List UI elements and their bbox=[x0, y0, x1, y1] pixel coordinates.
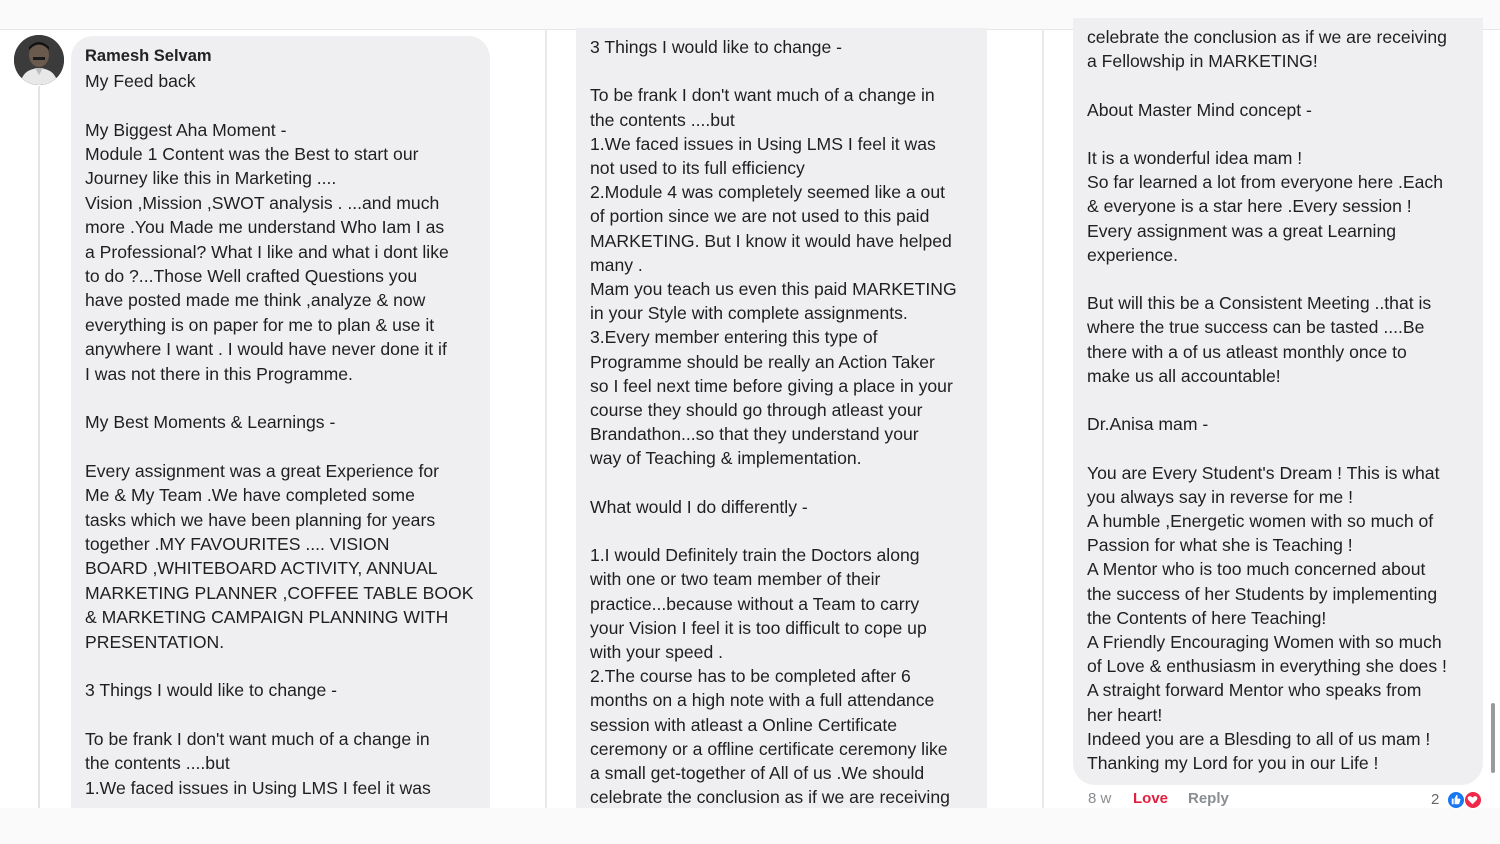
comment-bubble-part-1 bbox=[71, 36, 490, 826]
comment-text: My Biggest Aha Moment - Module 1 Content was the Best to start our Journey like this in Marketing .... Vision ,Mission ,SWOT analysis . ...and much more .You Made me understand Who Iam I as a Professional? What I like and what i dont like to do ?...Those Well crafted Questions you have posted made me think ,analyze & now everything is on paper for me to plan & use it anywhere I want . I would have never done it if I was not there in this Programme. bbox=[85, 119, 449, 384]
comment-text: About Master Mind concept - bbox=[1087, 99, 1312, 120]
person-icon bbox=[14, 35, 64, 85]
comment-text: celebrate the conclusion as if we are receiving a Fellowship in MARKETING! bbox=[1087, 27, 1447, 72]
column-divider bbox=[545, 29, 547, 808]
comment-text: To be frank I don't want much of a change in the contents ....but 1.We faced issues in Using LMS I feel it was not used to its full efficiency 2.Module 4 was completely seemed like a out of portion since we are not used to this paid MARKETING. But I know it would have helped many . Mam you teach us even this paid MARKETING in your Style with complete assignments. 3.Every member entering this type of Programme should be really an Action Taker so I feel next time before giving a place in your course they should go through atleast your Brandathon...so that they understand your way of Teaching & implementation. bbox=[590, 85, 957, 469]
comment-text: Every assignment was a great Experience for Me & My Team .We have completed some tasks which we have been planning for years together .MY FAVOURITES .... VISION BOARD ,WHITEBOARD ACTIVITY, ANNUAL MARKETING PLANNER ,COFFEE TABLE BOOK & MARKETING CAMPAIGN PLANNING WITH PRESENTATION. bbox=[85, 460, 474, 652]
heart-icon bbox=[1464, 791, 1482, 809]
thread-line bbox=[38, 86, 40, 808]
comment-timestamp[interactable]: 8 w bbox=[1088, 790, 1112, 807]
like-icon bbox=[1447, 791, 1465, 809]
comment-text: Dr.Anisa mam - bbox=[1087, 414, 1209, 435]
comment-text: But will this be a Consistent Meeting ..that is where the true success can be tasted ....Be there with a of us atleast monthly once to make us all accountable! bbox=[1087, 293, 1432, 386]
comment-text: 3 Things I would like to change - bbox=[590, 37, 842, 57]
comment-author[interactable]: Ramesh Selvam bbox=[85, 47, 212, 65]
comment-text: My Best Moments & Learnings - bbox=[85, 412, 336, 433]
scrollbar-thumb[interactable] bbox=[1491, 703, 1495, 773]
comment-text: 3 Things I would like to change - bbox=[85, 680, 337, 701]
comment-text: 1.I would Definitely train the Doctors along with one or two team member of their practice...because without a Team to carry your Vision I feel it is too difficult to cope up with your speed . 2.The course has to be completed after 6 months on a high note with a full attendance session with atleast a Online Certificate ceremony or a offline certificate ceremony like a small get-together of All of us .We should celebrate the conclusion as if we are receiving bbox=[590, 545, 950, 808]
column-divider bbox=[1042, 29, 1044, 808]
comment-text: What would I do differently - bbox=[590, 496, 808, 517]
bottom-bar bbox=[0, 808, 1500, 844]
reply-button[interactable]: Reply bbox=[1188, 790, 1229, 807]
comment-bubble-part-3 bbox=[1073, 18, 1483, 785]
love-button[interactable]: Love bbox=[1133, 790, 1169, 807]
comment-bubble-part-2 bbox=[576, 28, 987, 808]
comment-text: It is a wonderful idea mam ! So far learned a lot from everyone here .Each & everyone is a star here .Every session ! Every assignment was a great Learning experience. bbox=[1087, 147, 1443, 265]
comment-text: To be frank I don't want much of a change in the contents ....but 1.We faced issues in Using LMS I feel it was bbox=[85, 728, 431, 798]
author-avatar[interactable] bbox=[14, 35, 64, 85]
comment-text: You are Every Student's Dream ! This is what you always say in reverse for me ! A humble ,Energetic women with so much of Passion for what she is Teaching ! A Mentor who is too much concerned about the success of her Students by implementing the Contents of here Teaching! A Friendly Encouraging Women with so much of Love & enthusiasm in everything she does ! A straight forward Mentor who speaks from her heart! Indeed you are a Blesding to all of us mam ! Thanking my Lord for you in our Life ! bbox=[1087, 462, 1447, 774]
comment-text: My Feed back bbox=[85, 71, 196, 91]
reaction-count: 2 bbox=[1431, 791, 1440, 808]
